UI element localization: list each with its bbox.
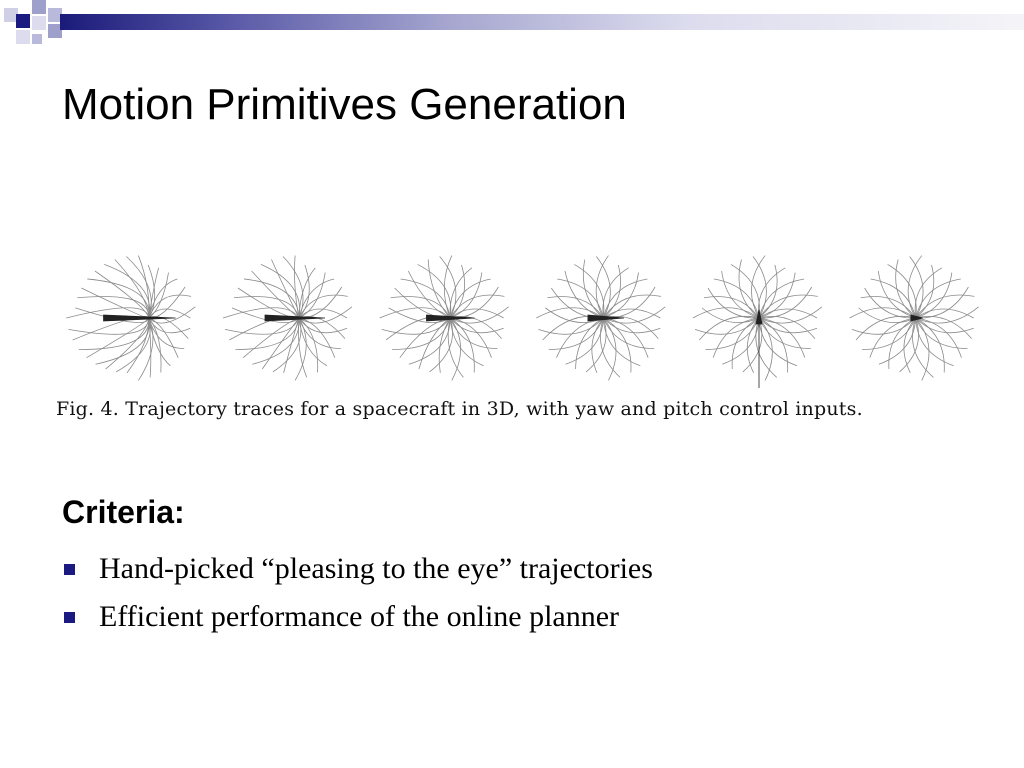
trajectory-trace [900,318,919,372]
trajectory-trace [81,288,149,318]
trajectory-trace [261,264,300,318]
trajectory-trace [87,279,149,318]
decor-square [32,34,42,44]
trajectory-trace [600,318,620,377]
trajectory-trace [149,279,178,318]
trajectory-core [104,315,176,321]
criteria-heading: Criteria: [62,494,185,530]
slide-header-decoration [0,0,1024,48]
trajectory-panel [536,256,665,381]
trajectory-trace [149,307,195,323]
trajectory-trace [391,296,450,318]
decor-square [32,16,46,30]
trajectory-panel [850,256,979,381]
trajectory-trace [225,318,299,334]
decor-square [16,30,30,44]
trajectory-trace [243,318,299,358]
trajectory-trace [419,318,450,369]
trajectory-trace [722,318,759,364]
trajectory-trace [603,318,640,366]
trajectory-core [265,315,325,321]
trajectory-trace [295,256,299,318]
trajectory-panel [223,256,352,381]
header-gradient-band [60,14,1024,30]
trajectory-trace [879,318,916,364]
square-bullet-icon [64,564,75,575]
trajectory-trace [408,271,450,318]
trajectory-trace [450,318,483,366]
trajectory-panel [380,256,509,381]
bullet-item [62,593,653,641]
figure-caption: Fig. 4. Trajectory traces for a spacecraft in 3D, with yaw and pitch control inputs. [56,398,863,420]
bullet-list [62,545,653,641]
trajectory-trace [96,318,150,364]
trajectory-panel [693,256,822,388]
square-bullet-icon [64,612,75,623]
trajectory-trace [95,271,149,318]
trajectory-trace [916,318,954,366]
trajectory-trace [299,316,345,338]
trajectory-panel [66,256,195,381]
decor-square [16,14,30,28]
trajectory-trace [912,318,933,377]
slide-title: Motion Primitives Generation [62,80,627,129]
trajectory-trace [450,279,491,318]
trajectory-trace [299,279,334,318]
bullet-text: Hand-picked “pleasing to the eye” trajectories [99,552,653,585]
bullet-item [62,545,653,593]
trajectory-trace [586,318,606,372]
trajectory-trace [759,318,797,366]
decor-square [32,0,46,14]
trajectory-core [756,310,762,388]
bullet-text: Efficient performance of the online planner [99,600,620,633]
trajectory-trace [149,318,190,333]
